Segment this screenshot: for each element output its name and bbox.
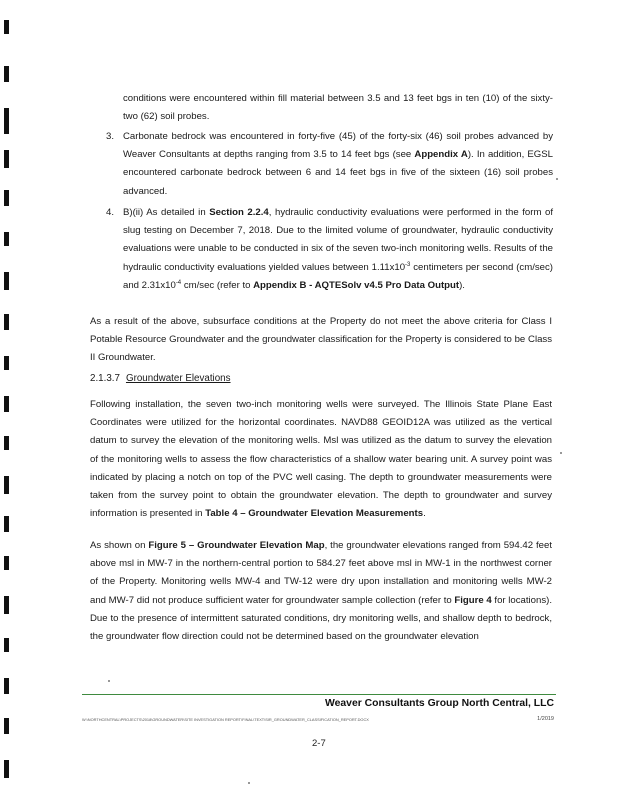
footer-file-path: W:\NORTHCENTRAL\PROJECTS\2018\GROUNDWATER\SITE INVESTIGATION REPORT\FINAL\TEXT\SIR_GROUNDWATER_CLASSIFICATION_REPORT.DOCX	[82, 717, 369, 722]
exponent: -4	[175, 279, 182, 286]
shown-text: , the groundwater elevations ranged from 594.42 feet above msl in MW-7 in the northern-central portion to 584.27 feet above msl in MW-1 in the northwest corner of the Property. Monitoring wells MW-4 and TW-12 were dry upon installation and monitoring wells MW-2 and MW-7 did not produce sufficient water for groundwater sample collection (refer to	[90, 540, 552, 606]
binder-mark	[4, 20, 9, 34]
binder-mark	[4, 396, 9, 412]
binder-mark	[4, 760, 9, 778]
paragraph-elevation	[90, 537, 552, 646]
binder-mark	[4, 150, 9, 168]
item-text-after: ).	[459, 279, 465, 291]
figure-5-ref: Figure 5 – Groundwater Elevation Map	[148, 540, 325, 551]
appendix-b-ref: Appendix B - AQTESolv v4.5 Pro Data Output	[253, 279, 460, 291]
binder-mark	[4, 314, 9, 330]
binder-mark	[4, 108, 9, 134]
section-title: Groundwater Elevations	[125, 373, 231, 384]
binder-mark	[4, 476, 9, 494]
item-text-mid2: centimeters per second (cm/sec) and 2.31x10	[123, 261, 553, 291]
section-number: 2.1.3.7	[90, 373, 120, 384]
page-number: 2-7	[312, 738, 326, 749]
item-text-mid: , hydraulic conductivity evaluations were performed in the form of slug testing on December 7, 2018. Due to the limited volume of groundwater, hydraulic conductivity evaluations were unable to be conducted in six of the seven two-inch monitoring wells. Results of the hydraulic conductivity evaluations yielded values between 1.11x10	[123, 207, 553, 273]
figure-4-ref: Figure 4	[454, 594, 492, 606]
list-item-body	[123, 128, 553, 201]
binder-mark	[4, 596, 9, 614]
appendix-a-ref: Appendix A	[414, 149, 468, 161]
scan-speck	[108, 680, 110, 682]
list-number: 4.	[106, 207, 115, 218]
binder-mark	[4, 638, 9, 652]
item-text: Carbonate bedrock was encountered in forty-five (45) of the forty-six (46) soil probes advanced by Weaver Consultants at depths ranging from 3.5 to 14 feet bgs (see	[123, 131, 553, 161]
binder-hole-marks	[0, 0, 14, 800]
binder-mark	[4, 232, 9, 246]
exponent: -3	[405, 261, 411, 268]
shown-lead: As shown on	[90, 540, 149, 551]
section-heading	[90, 371, 231, 387]
item-text: B)(ii) As detailed in	[123, 207, 210, 218]
binder-mark	[4, 516, 9, 532]
installation-end: .	[423, 508, 426, 520]
binder-mark	[4, 436, 9, 450]
paragraph-continued: conditions were encountered within fill material between 3.5 and 13 feet bgs in ten (10) of the sixty-two (62) soil probes.	[123, 93, 553, 123]
installation-text: Following installation, the seven two-inch monitoring wells were surveyed. The Illinois State Plane East Coordinates were utilized for the horizontal coordinates. NAVD88 GEOID12A was utilized as the vertical datum to survey the elevation of the monitoring wells. Msl was utilized as the datum to survey the elevation of the monitoring wells to assess the flow characteristics of a shallow water bearing unit. A survey point was indicated by placing a notch on top of the PVC well casing. The depth to groundwater measurements were taken from the survey point to obtain the groundwater elevation. The depth to groundwater and survey information is presented in	[90, 399, 552, 520]
section-ref: Section 2.2.4	[209, 207, 269, 218]
binder-mark	[4, 718, 9, 734]
binder-mark	[4, 190, 9, 206]
list-number: 3.	[106, 131, 115, 142]
binder-mark	[4, 66, 9, 82]
footer-date: 1/2019	[537, 716, 554, 722]
scan-speck	[560, 452, 562, 454]
shown-text2: for locations). Due to the presence of intermittent saturated conditions, dry monitoring wells, and shallow depth to bedrock, the groundwater flow direction could not be determined based on the groundwater elevation	[90, 594, 552, 643]
scan-speck	[248, 782, 250, 784]
footer-rule	[82, 694, 556, 695]
list-item-3	[106, 128, 553, 201]
binder-mark	[4, 272, 9, 290]
scan-speck	[556, 178, 558, 180]
item-text-mid3: cm/sec (refer to	[181, 279, 254, 291]
footer-company: Weaver Consultants Group North Central, LLC	[325, 698, 554, 709]
paragraph-installation	[90, 396, 552, 523]
binder-mark	[4, 678, 9, 694]
list-item-body	[123, 204, 553, 295]
table-4-ref: Table 4 – Groundwater Elevation Measurements	[205, 508, 424, 520]
binder-mark	[4, 356, 9, 370]
item-text-after: ). In addition, EGSL encountered carbonate bedrock between 6 and 14 feet bgs in five of the sixteen (16) soil probes advanced.	[123, 149, 553, 197]
paragraph-result: As a result of the above, subsurface conditions at the Property do not meet the above criteria for Class I Potable Resource Groundwater and the groundwater classification for the Property is considered to be Class II Groundwater.	[90, 316, 552, 364]
list-item-4	[106, 204, 553, 295]
binder-mark	[4, 556, 9, 570]
